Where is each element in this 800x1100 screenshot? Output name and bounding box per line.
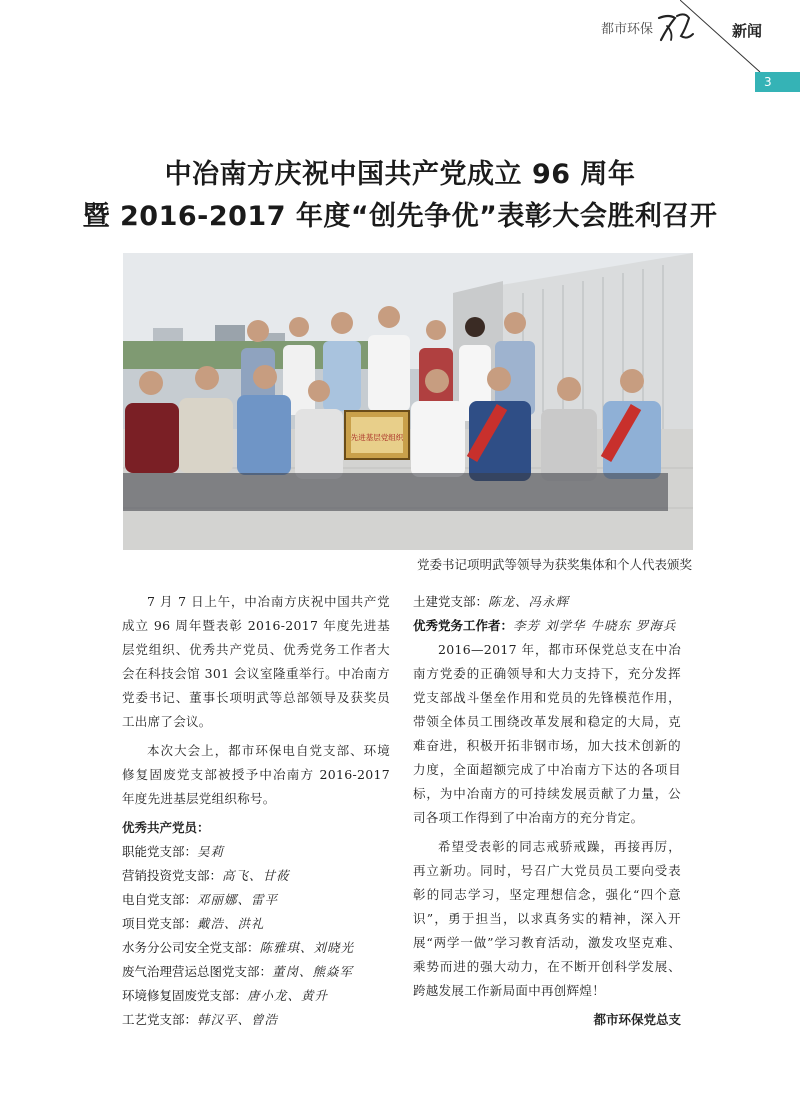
awardee-names: 董岗、熊焱军 — [272, 964, 354, 979]
branch-name: 电自党支部： — [122, 892, 198, 907]
awardee-names: 邓丽娜、雷平 — [197, 892, 279, 907]
intro-paragraph: 7 月 7 日上午，中冶南方庆祝中国共产党成立 96 周年暨表彰 2016-2017 年度先进基层党组织、优秀共产党员、优秀党务工作者大会在科技会馆 301 会议室隆重举行。中冶南方党委书记、董事长项明武等总部领导及获奖员工出席了会议。 — [122, 594, 390, 729]
awardee-line — [122, 912, 390, 936]
section-label: 新闻 — [732, 22, 763, 40]
branch-name: 工艺党支部： — [122, 1012, 198, 1027]
right-column — [413, 590, 681, 1032]
branch-name: 水务分公司安全党支部： — [122, 940, 260, 955]
magazine-brand: 都市环保 — [601, 22, 654, 37]
awardee-line — [122, 864, 390, 888]
branch-name: 土建党支部： — [413, 594, 489, 609]
awardee-line — [122, 936, 390, 960]
awardee-line — [413, 590, 681, 614]
branch-name: 环境修复固废党支部： — [122, 988, 248, 1003]
closing-paragraph: 希望受表彰的同志戒骄戒躁，再接再厉，再立新功。同时，号召广大党员员工要向受表彰的同志学习，坚定理想信念，强化“四个意识”，勇于担当，以求真务实的精神，深入开展“两学一做”学习教育活动，激发攻坚克难、乘势而进的强大动力，在不断开创科学发展、跨越发展工作新局面中再创辉煌！ — [413, 839, 681, 998]
award-group-photo — [123, 253, 693, 550]
awardee-names: 唐小龙、黄升 — [247, 988, 329, 1003]
page-number-tab: 3 — [755, 72, 800, 92]
excellent-members-heading: 优秀共产党员： — [122, 820, 210, 835]
achievement-paragraph: 2016—2017 年，都市环保党总支在中冶南方党委的正确领导和大力支持下，充分发挥党支部战斗堡垒作用和党员的先锋模范作用，带领全体员工围绕改革发展和稳定的大局，克难奋进，积极开拓非钢市场，加大技术创新的力度，全面超额完成了中冶南方下达的各项目标，为中冶南方的可持续发展贡献了力量，公司各项工作得到了中冶南方的充分肯定。 — [413, 642, 681, 825]
awardee-line — [122, 1008, 390, 1032]
photo-caption: 党委书记项明武等领导为获奖集体和个人代表颁奖 — [416, 557, 692, 572]
party-workers-line — [413, 614, 681, 638]
award-paragraph: 本次大会上，都市环保电自党支部、环境修复固废党支部被授予中冶南方 2016-2017 年度先进基层党组织称号。 — [122, 743, 390, 806]
awardee-names: 吴莉 — [197, 844, 225, 859]
awardee-line — [122, 840, 390, 864]
branch-name: 项目党支部： — [122, 916, 198, 931]
party-workers-label: 优秀党务工作者： — [413, 618, 514, 633]
article-title-line1: 中冶南方庆祝中国共产党成立 96 周年 — [164, 159, 636, 190]
article-title-line2: 暨 2016-2017 年度“创先争优”表彰大会胜利召开 — [82, 201, 718, 232]
awardee-line — [122, 960, 390, 984]
plaque-text: 先进基层党组织 — [350, 433, 404, 442]
awardee-line — [122, 984, 390, 1008]
awardee-names: 戴浩、洪礼 — [197, 916, 265, 931]
branch-name: 废气治理营运总图党支部： — [122, 964, 273, 979]
awardee-names: 高飞、甘莜 — [222, 868, 290, 883]
branch-name: 营销投资党支部： — [122, 868, 223, 883]
awardee-names: 韩汉平、曾浩 — [197, 1012, 279, 1027]
left-column — [122, 590, 390, 1032]
awardee-line — [122, 888, 390, 912]
signature: 都市环保党总支 — [593, 1012, 681, 1027]
awardee-names: 陈龙、冯永辉 — [488, 594, 570, 609]
party-workers-names: 李芳 刘学华 牛晓东 罗海兵 — [513, 618, 677, 633]
awardee-names: 陈雅琪、刘晓光 — [259, 940, 355, 955]
branch-name: 职能党支部： — [122, 844, 198, 859]
